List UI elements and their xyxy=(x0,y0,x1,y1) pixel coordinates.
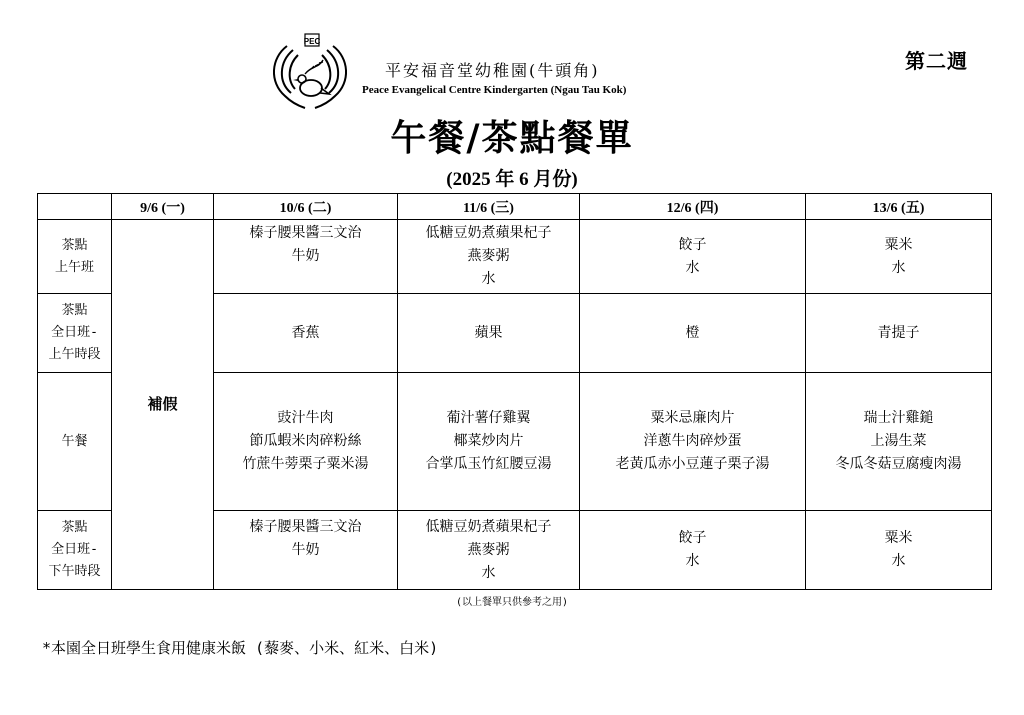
week-label: 第二週 xyxy=(905,49,968,73)
column-header: 9/6 (一) xyxy=(112,194,214,220)
menu-cell: 橙 xyxy=(580,294,806,373)
column-header: 10/6 (二) xyxy=(214,194,398,220)
holiday-cell: 補假 xyxy=(112,220,214,590)
page-title: 午餐/茶點餐單 xyxy=(390,117,634,159)
menu-cell: 葡汁薯仔雞翼 椰菜炒肉片 合掌瓜玉竹紅腰豆湯 xyxy=(398,373,580,511)
logo-text: PEC xyxy=(303,37,321,46)
column-header: 13/6 (五) xyxy=(806,194,992,220)
school-name-zh: 平安福音堂幼稚園(牛頭角) xyxy=(385,61,600,80)
menu-cell: 青提子 xyxy=(806,294,992,373)
menu-cell: 蘋果 xyxy=(398,294,580,373)
menu-cell: 低糖豆奶煮蘋果杞子 燕麥粥 水 xyxy=(398,511,580,590)
menu-cell: 榛子腰果醬三文治 牛奶 xyxy=(214,220,398,294)
menu-cell: 榛子腰果醬三文治 牛奶 xyxy=(214,511,398,590)
menu-cell: 粟米忌廉肉片 洋蔥牛肉碎炒蛋 老黃瓜赤小豆蓮子栗子湯 xyxy=(580,373,806,511)
menu-cell: 豉汁牛肉 節瓜蝦米肉碎粉絲 竹蔗牛蒡栗子粟米湯 xyxy=(214,373,398,511)
column-header: 11/6 (三) xyxy=(398,194,580,220)
row-label: 茶點 上午班 xyxy=(38,220,112,294)
menu-cell: 餃子 水 xyxy=(580,511,806,590)
table-header-row xyxy=(38,194,992,220)
row-label: 茶點 全日班- 下午時段 xyxy=(38,511,112,590)
row-label: 茶點 全日班- 上午時段 xyxy=(38,294,112,373)
column-header xyxy=(38,194,112,220)
page-subtitle: (2025 年 6 月份) xyxy=(446,169,578,190)
row-label: 午餐 xyxy=(38,373,112,511)
menu-cell: 瑞士汁雞鎚 上湯生菜 冬瓜冬菇豆腐瘦肉湯 xyxy=(806,373,992,511)
menu-cell: 粟米 水 xyxy=(806,220,992,294)
school-name-en: Peace Evangelical Centre Kindergarten (Ngau Tau Kok) xyxy=(362,84,627,96)
menu-table xyxy=(37,193,992,590)
column-header: 12/6 (四) xyxy=(580,194,806,220)
menu-cell: 餃子 水 xyxy=(580,220,806,294)
disclaimer-note: (以上餐單只供參考之用) xyxy=(455,597,569,608)
table-row xyxy=(38,220,992,294)
menu-cell: 香蕉 xyxy=(214,294,398,373)
school-logo xyxy=(265,30,355,112)
menu-cell: 粟米 水 xyxy=(806,511,992,590)
menu-cell: 低糖豆奶煮蘋果杞子 燕麥粥 水 xyxy=(398,220,580,294)
rice-footnote: *本園全日班學生食用健康米飯 (藜麥、小米、紅米、白米) xyxy=(42,639,439,657)
